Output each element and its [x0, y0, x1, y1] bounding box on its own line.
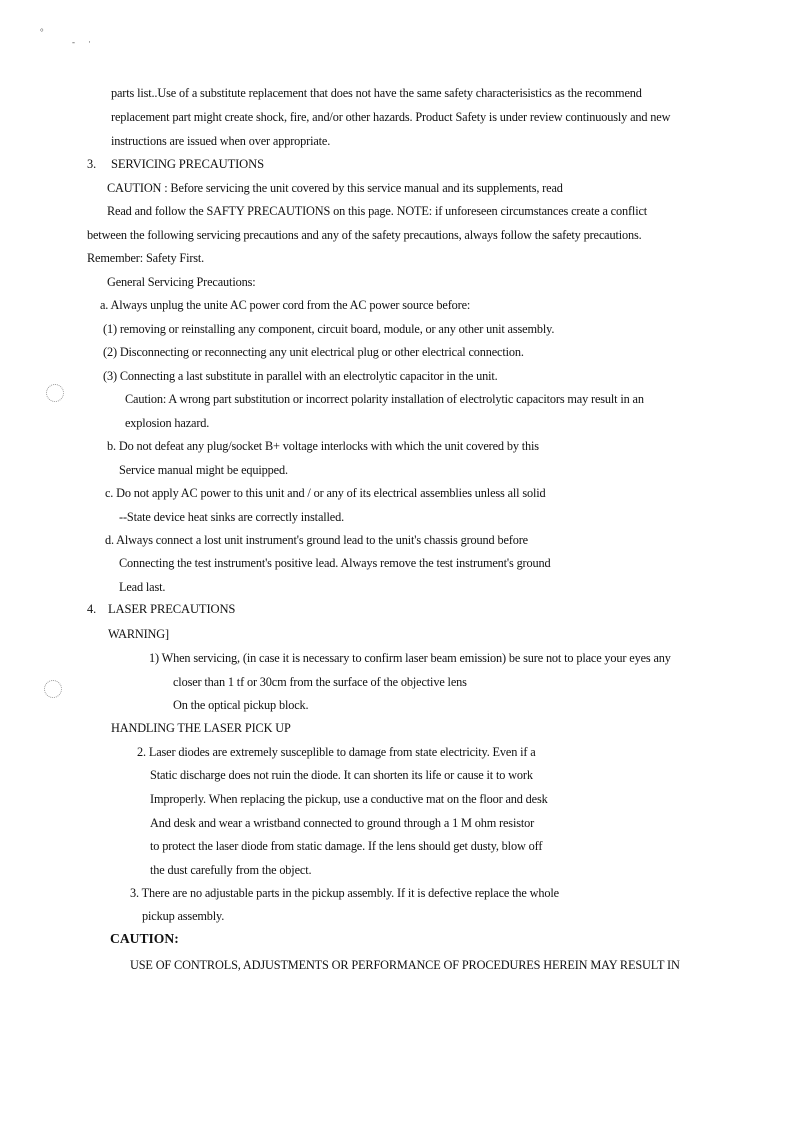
body-line: closer than 1 tf or 30cm from the surface of the objective lens — [173, 675, 467, 689]
laser-item-1: 1) When servicing, (in case it is necessary to confirm laser beam emission) be sure not to place your eyes any — [149, 651, 671, 665]
body-line: Lead last. — [119, 580, 166, 594]
body-line: Static discharge does not ruin the diode. It can shorten its life or cause it to work — [150, 768, 533, 782]
laser-item-3: 3. There are no adjustable parts in the pickup assembly. If it is defective replace the whole — [130, 886, 559, 900]
body-line: And desk and wear a wristband connected to ground through a 1 M ohm resistor — [150, 816, 535, 830]
body-line: parts list..Use of a substitute replacement that does not have the same safety characterisistics as the recommend — [111, 86, 642, 100]
body-line: between the following servicing precautions and any of the safety precautions, always follow the safety precautions. — [87, 228, 642, 242]
body-line: the dust carefully from the object. — [150, 863, 312, 877]
body-line: Connecting the test instrument's positive lead. Always remove the test instrument's ground — [119, 556, 551, 570]
body-line: On the optical pickup block. — [173, 698, 309, 712]
caution-text: USE OF CONTROLS, ADJUSTMENTS OR PERFORMANCE OF PROCEDURES HEREIN MAY RESULT IN — [130, 958, 680, 972]
list-item-d: d. Always connect a lost unit instrument's ground lead to the unit's chassis ground before — [105, 533, 528, 547]
caution-note: Caution: A wrong part substitution or incorrect polarity installation of electrolytic capacitors may result in an — [125, 392, 644, 406]
list-item-3: (3) Connecting a last substitute in parallel with an electrolytic capacitor in the unit. — [103, 369, 498, 383]
list-item-b: b. Do not defeat any plug/socket B+ voltage interlocks with which the unit covered by this — [107, 439, 539, 453]
section-heading-servicing-precautions: SERVICING PRECAUTIONS — [111, 157, 264, 171]
subheading-handling-laser: HANDLING THE LASER PICK UP — [111, 721, 291, 735]
list-item-1: (1) removing or reinstalling any component, circuit board, module, or any other unit assembly. — [103, 322, 555, 336]
warning-label: WARNING] — [108, 627, 169, 641]
scan-speck: ° — [40, 27, 44, 37]
body-line: pickup assembly. — [142, 909, 225, 923]
body-line: --State device heat sinks are correctly installed. — [119, 510, 345, 524]
body-line: instructions are issued when over appropriate. — [111, 134, 331, 148]
punch-hole-mark — [46, 384, 64, 402]
scan-speck: - — [72, 37, 75, 47]
list-item-2: (2) Disconnecting or reconnecting any unit electrical plug or other electrical connection. — [103, 345, 524, 359]
body-line: replacement part might create shock, fire, and/or other hazards. Product Safety is under review continuously and new — [111, 110, 671, 124]
laser-item-2: 2. Laser diodes are extremely susceplible to damage from state electricity. Even if a — [137, 745, 536, 759]
section-number-4: 4. — [87, 602, 97, 616]
section-number-3: 3. — [87, 157, 97, 171]
caution-heading: CAUTION: — [110, 931, 179, 946]
subheading-general-servicing: General Servicing Precautions: — [107, 275, 256, 289]
body-line: Read and follow the SAFTY PRECAUTIONS on this page. NOTE: if unforeseen circumstances create a conflict — [107, 204, 648, 218]
body-line: Service manual might be equipped. — [119, 463, 288, 477]
caution-note: explosion hazard. — [125, 416, 210, 430]
list-item-c: c. Do not apply AC power to this unit and / or any of its electrical assemblies unless all solid — [105, 486, 546, 500]
punch-hole-mark — [44, 680, 62, 698]
body-line: CAUTION : Before servicing the unit covered by this service manual and its supplements, read — [107, 181, 563, 195]
body-line: Improperly. When replacing the pickup, use a conductive mat on the floor and desk — [150, 792, 548, 806]
list-item-a: a. Always unplug the unite AC power cord from the AC power source before: — [100, 298, 471, 312]
body-line: to protect the laser diode from static damage. If the lens should get dusty, blow off — [150, 839, 543, 853]
section-heading-laser-precautions: LASER PRECAUTIONS — [108, 602, 236, 616]
body-line: Remember: Safety First. — [87, 251, 205, 265]
scan-speck: · — [88, 37, 91, 47]
